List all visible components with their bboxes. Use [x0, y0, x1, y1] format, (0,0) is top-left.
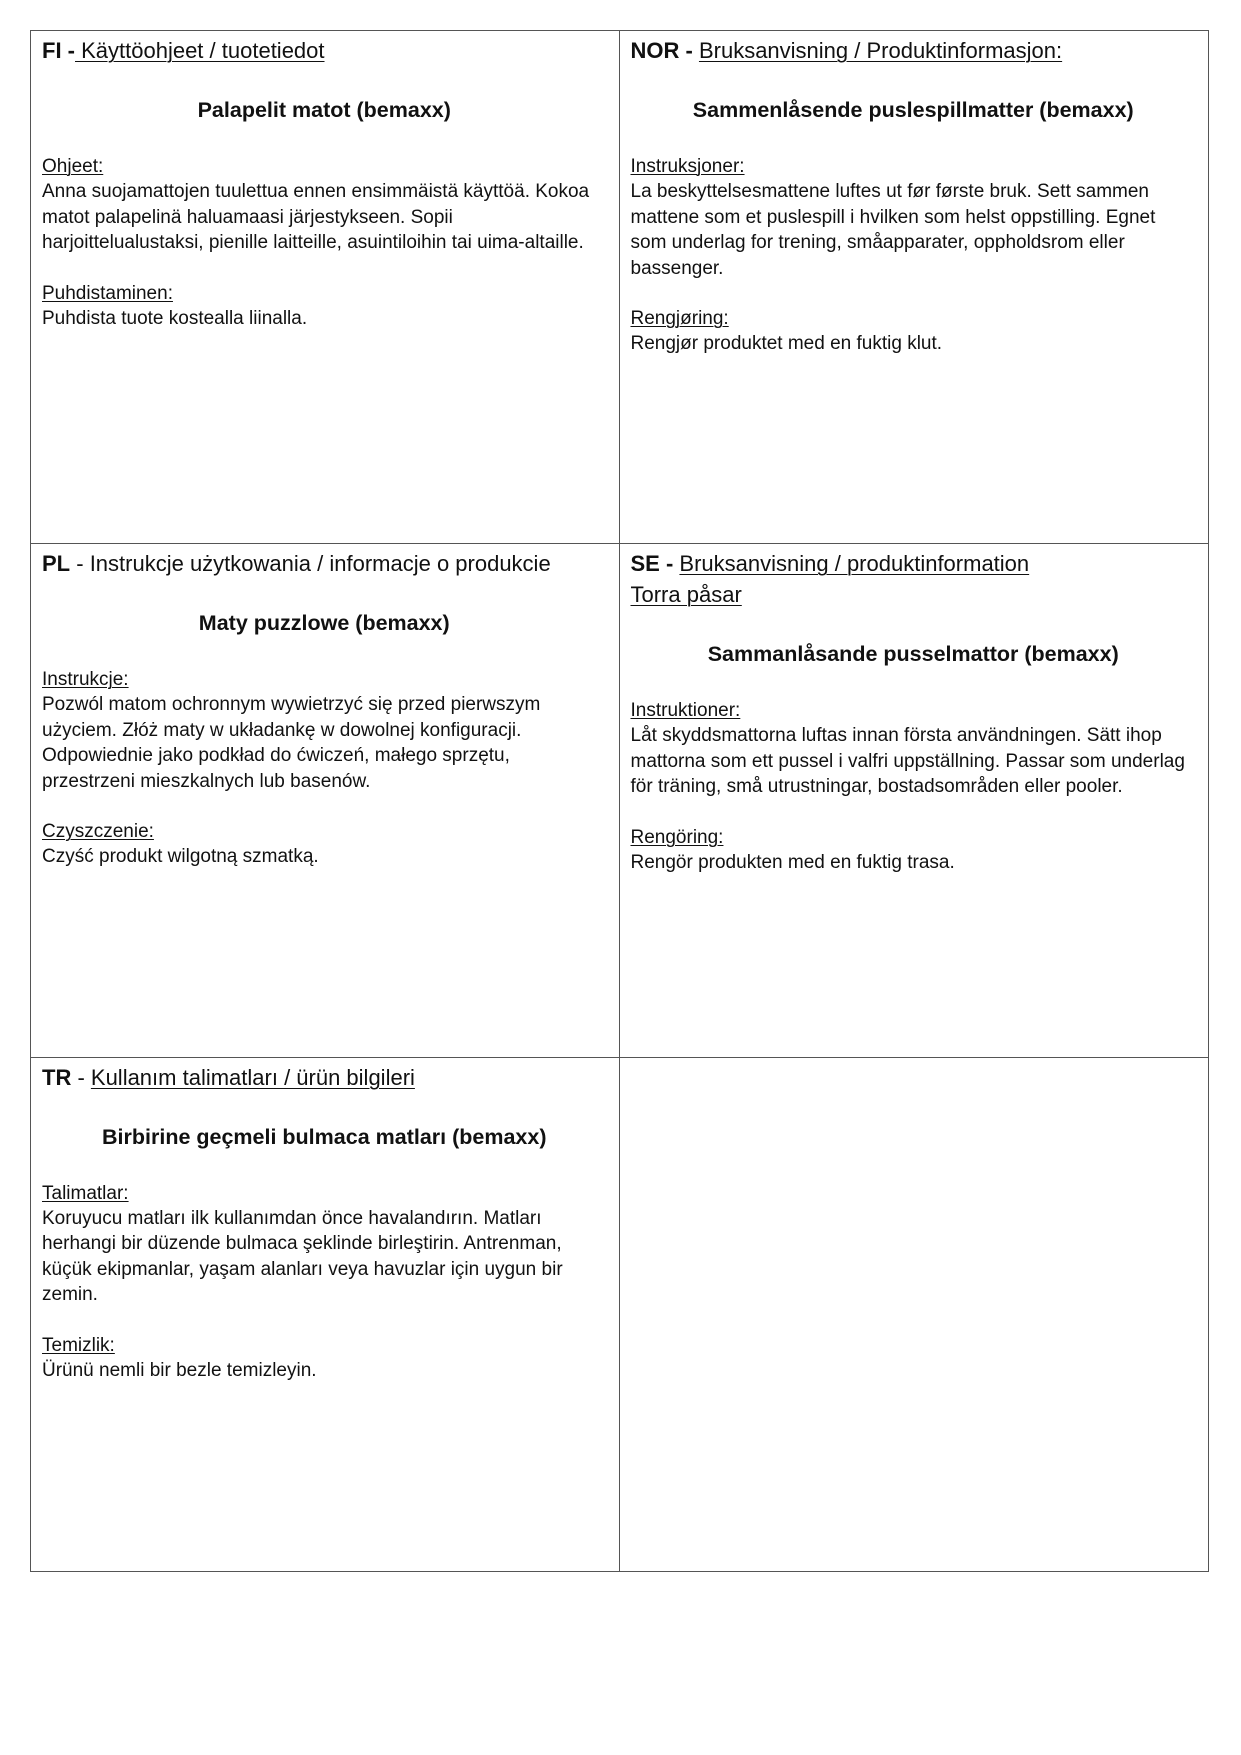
language-code: SE -	[630, 551, 674, 577]
cleaning-label: Czyszczenie:	[42, 821, 154, 843]
cell-fi	[31, 31, 620, 544]
cleaning-text: Rengjør produktet med en fuktig klut.	[630, 333, 943, 354]
product-name: Sammanlåsande pusselmattor (bemaxx)	[707, 642, 1119, 667]
instructions-label: Instrukcje:	[42, 669, 129, 691]
cell-se	[620, 544, 1209, 1057]
instructions-text: Pozwól matom ochronnym wywietrzyć się przed pierwszym użyciem. Złóż maty w układankę w dowolnej konfiguracji. Odpowiednie jako podkład do ćwiczeń, małego sprzętu, przestrzeni mieszkalnych lub basenów.	[42, 694, 541, 792]
cell-tr	[31, 1058, 620, 1571]
cleaning-text: Ürünü nemli bir bezle temizleyin.	[42, 1359, 317, 1381]
cleaning-label: Rengöring:	[630, 826, 724, 848]
instructions-text: Låt skyddsmattorna luftas innan första användningen. Sätt ihop mattorna som ett pussel i valfri uppställning. Passar som underlag för träning, små utrustningar, bostadsområden eller pooler.	[630, 725, 1185, 798]
heading-pl: PL - Instrukcje użytkowania / informacje o produkcie	[42, 551, 551, 577]
instructions-text: La beskyttelsesmattene luftes ut før første bruk. Sett sammen mattene som et puslespill i hvilken som helst oppstilling. Egnet som underlag for trening, småapparater, oppholdsrom eller bassenger.	[630, 181, 1156, 279]
heading-fi	[42, 35, 607, 66]
cleaning-label: Temizlik:	[42, 1334, 115, 1356]
language-code: PL	[42, 551, 71, 577]
language-code: FI -	[42, 38, 75, 63]
subtitle-text: Torra påsar	[630, 582, 742, 608]
instructions-label: Instruktioner:	[630, 700, 741, 722]
cell-empty	[620, 1058, 1209, 1571]
heading-nor	[631, 35, 1197, 66]
language-grid	[30, 30, 1209, 1572]
instructions-text: Koruyucu matları ilk kullanımdan önce havalandırın. Matları herhangi bir düzende bulmaca şeklinde birleştirin. Antrenman, küçük ekipmanlar, yaşam alanları veya havuzlar için uygun bir zemin.	[42, 1207, 563, 1306]
instructions-label: Talimatlar:	[42, 1182, 129, 1204]
product-name: Sammenlåsende puslespillmatter (bemaxx)	[692, 98, 1134, 122]
cleaning-text: Rengör produkten med en fuktig trasa.	[630, 851, 955, 873]
instructions-label: Ohjeet:	[42, 156, 104, 177]
instructions-text: Anna suojamattojen tuulettua ennen ensimmäistä käyttöä. Kokoa matot palapelinä haluamaasi järjestykseen. Sopii harjoittelualustaksi, pienille laitteille, asuintiloihin tai uima-altaille.	[42, 181, 590, 253]
cleaning-text: Puhdista tuote kostealla liinalla.	[42, 307, 308, 329]
cleaning-text: Czyść produkt wilgotną szmatką.	[42, 846, 319, 868]
cell-nor	[620, 31, 1209, 544]
heading-title: Käyttöohjeet / tuotetiedot	[75, 38, 325, 63]
heading-se	[631, 548, 1197, 579]
heading-title: Kullanım talimatları / ürün bilgileri	[90, 1064, 415, 1090]
product-name: Maty puzzlowe (bemaxx)	[198, 611, 450, 636]
cleaning-label: Rengjøring:	[630, 308, 729, 329]
instructions-label: Instruksjoner:	[630, 156, 745, 177]
heading-title: Bruksanvisning / produktinformation	[679, 551, 1030, 577]
heading-title: Instrukcje użytkowania / informacje o produkcie	[89, 551, 551, 577]
product-name: Palapelit matot (bemaxx)	[197, 98, 451, 122]
language-code: TR	[42, 1064, 72, 1090]
cell-pl	[31, 544, 620, 1057]
heading-tr: TR - Kullanım talimatları / ürün bilgileri	[42, 1064, 415, 1090]
heading-title: Bruksanvisning / Produktinformasjon:	[698, 38, 1063, 63]
cleaning-label: Puhdistaminen:	[42, 282, 173, 304]
product-name: Birbirine geçmeli bulmaca matları (bemaxx)	[102, 1124, 547, 1149]
language-code: NOR -	[630, 38, 693, 63]
heading-subtitle	[631, 579, 1197, 610]
